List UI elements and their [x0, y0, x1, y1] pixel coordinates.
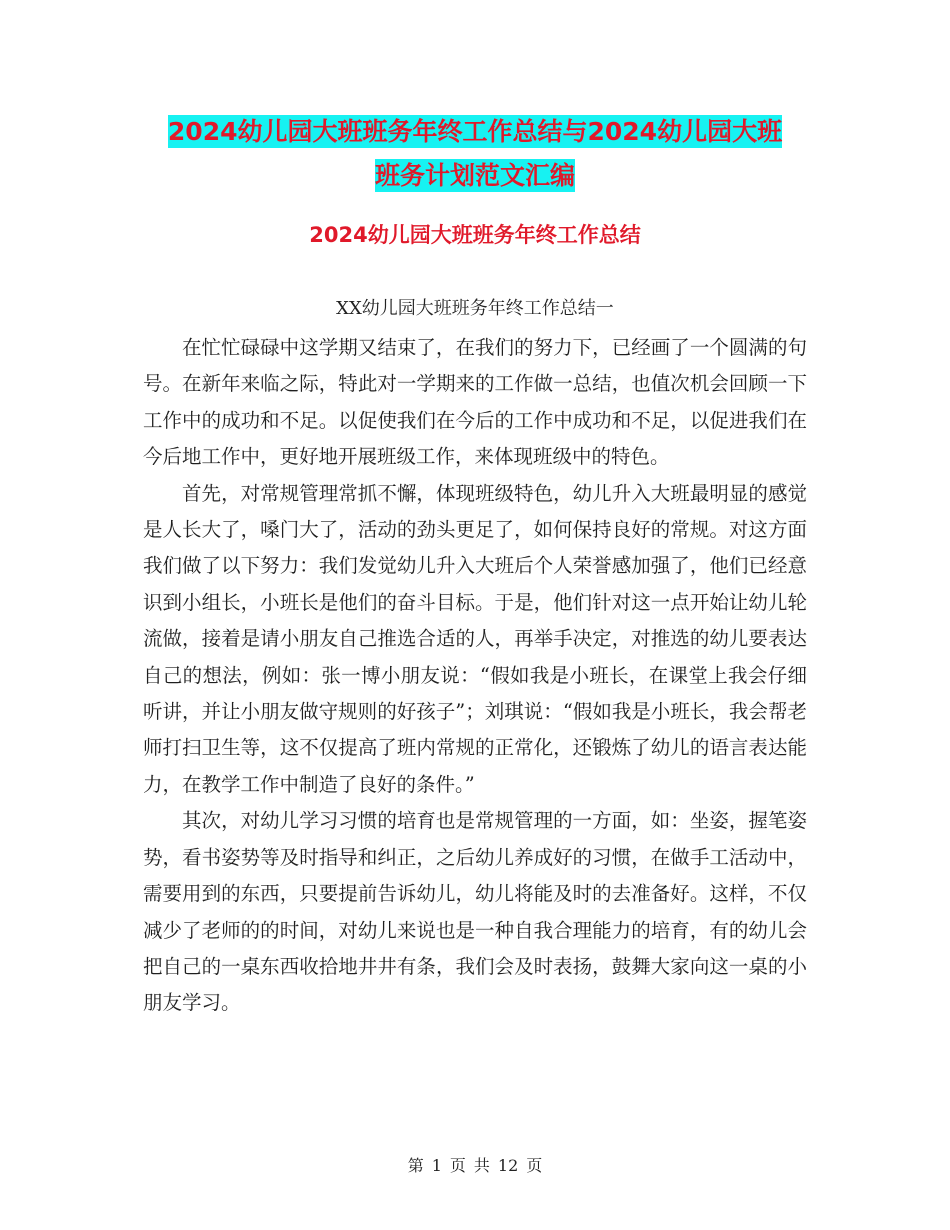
footer-current-page: 1 [431, 1156, 442, 1175]
footer-total-pages: 12 [497, 1156, 519, 1175]
paragraph: 在忙忙碌碌中这学期又结束了，在我们的努力下，已经画了一个圆满的句号。在新年来临之际，特此对一学期来的工作做一总结，也值次机会回顾一下工作中的成功和不足。以促使我们在今后的工作中成功和不足，以促进我们在今后地工作中，更好地开展班级工作，来体现班级中的特色。 [143, 336, 807, 469]
footer-page-label: 页 [449, 1156, 466, 1175]
footer-prefix: 第 [407, 1156, 424, 1175]
section-title: 2024幼儿园大班班务年终工作总结 [309, 223, 641, 247]
footer-total-label: 共 [473, 1156, 490, 1175]
paragraph: 其次，对幼儿学习习惯的培育也是常规管理的一方面，如：坐姿，握笔姿势，看书姿势等及时指导和纠正，之后幼儿养成好的习惯，在做手工活动中，需要用到的东西，只要提前告诉幼儿，幼儿将能及时的去准备好。这样，不仅减少了老师的的时间，对幼儿来说也是一种自我合理能力的培育，有的幼儿会把自己的一桌东西收拾地井井有条，我们会及时表扬，鼓舞大家向这一桌的小朋友学习。 [143, 809, 807, 1015]
body-text [143, 330, 807, 1022]
page-footer [0, 1153, 950, 1176]
subtitle: XX幼儿园大班班务年终工作总结一 [336, 298, 614, 319]
document-title-line1: 2024幼儿园大班班务年终工作总结与2024幼儿园大班 [167, 117, 783, 146]
document-title-line2: 班务计划范文汇编 [374, 161, 575, 190]
paragraph: 首先，对常规管理常抓不懈，体现班级特色，幼儿升入大班最明显的感觉是人长大了，嗓门大了，活动的劲头更足了，如何保持良好的常规。对这方面我们做了以下努力：我们发觉幼儿升入大班后个人荣誉感加强了，他们已经意识到小组长，小班长是他们的奋斗目标。于是，他们针对这一点开始让幼儿轮流做，接着是请小朋友自己推选合适的人，再举手决定，对推选的幼儿要表达自己的想法，例如：张一博小朋友说：“假如我是小班长，在课堂上我会仔细听讲，并让小朋友做守规则的好孩子”；刘琪说：“假如我是小班长，我会帮老师打扫卫生等，这不仅提高了班内常规的正常化，还锻炼了幼儿的语言表达能力，在教学工作中制造了良好的条件。” [143, 481, 807, 796]
footer-suffix: 页 [526, 1156, 543, 1175]
document-title [0, 110, 950, 198]
